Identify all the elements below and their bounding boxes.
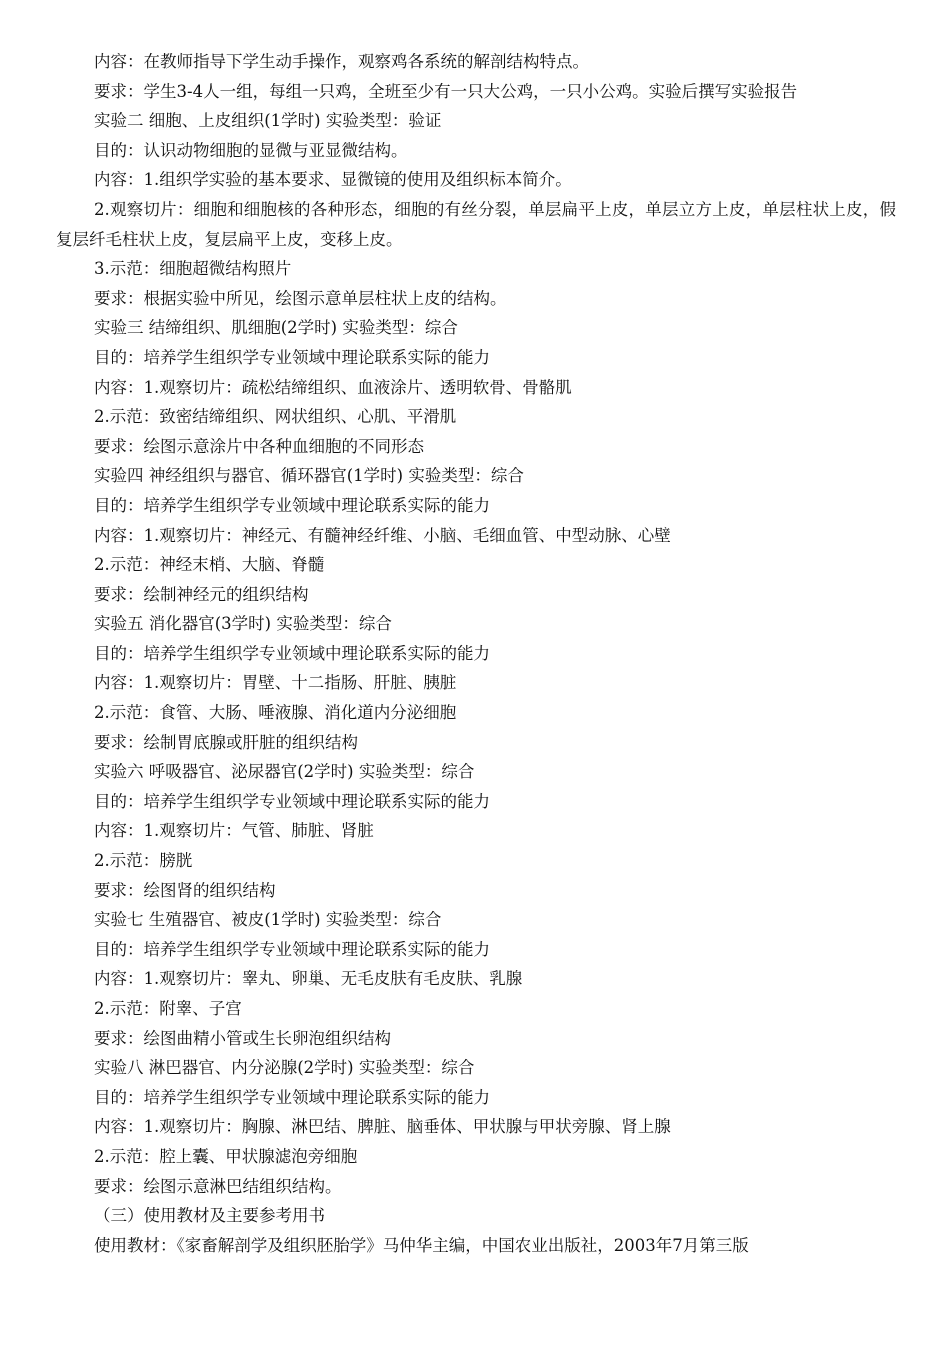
paragraph: 使用教材：《家畜解剖学及组织胚胎学》马仲华主编，中国农业出版社，2003年7月第三版 xyxy=(94,1235,749,1255)
paragraph: 要求：绘图示意淋巴结组织结构。 xyxy=(94,1176,342,1196)
paragraph: 目的：培养学生组织学专业领域中理论联系实际的能力 xyxy=(94,643,490,663)
paragraph: 要求：根据实验中所见，绘图示意单层柱状上皮的结构。 xyxy=(94,288,507,308)
paragraph: 要求：绘图示意涂片中各种血细胞的不同形态 xyxy=(94,436,424,456)
paragraph: 实验五 消化器官(3学时) 实验类型：综合 xyxy=(94,614,392,634)
paragraph: 2.示范：神经末梢、大脑、脊髓 xyxy=(94,555,325,575)
paragraph: 要求：绘制胃底腺或肝脏的组织结构 xyxy=(94,732,358,752)
paragraph: 内容：1.观察切片：胃壁、十二指肠、肝脏、胰脏 xyxy=(94,673,457,693)
paragraph: （三）使用教材及主要参考用书 xyxy=(94,1206,325,1226)
paragraph: 目的：培养学生组织学专业领域中理论联系实际的能力 xyxy=(94,347,490,367)
paragraph: 要求：绘图肾的组织结构 xyxy=(94,880,276,900)
paragraph: 要求：绘图曲精小管或生长卵泡组织结构 xyxy=(94,1028,391,1048)
paragraph: 内容：1.观察切片：胸腺、淋巴结、脾脏、脑垂体、甲状腺与甲状旁腺、肾上腺 xyxy=(94,1117,671,1137)
paragraph: 2.示范：致密结缔组织、网状组织、心肌、平滑肌 xyxy=(94,407,457,427)
paragraph: 实验六 呼吸器官、泌尿器官(2学时) 实验类型：综合 xyxy=(94,762,475,782)
paragraph: 实验二 细胞、上皮组织(1学时) 实验类型：验证 xyxy=(94,111,442,131)
paragraph: 3.示范：细胞超微结构照片 xyxy=(94,259,292,279)
paragraph: 内容：在教师指导下学生动手操作，观察鸡各系统的解剖结构特点。 xyxy=(94,52,589,71)
paragraph: 实验三 结缔组织、肌细胞(2学时) 实验类型：综合 xyxy=(94,318,458,338)
paragraph: 目的：培养学生组织学专业领域中理论联系实际的能力 xyxy=(94,939,490,959)
paragraph: 内容：1.观察切片：睾丸、卵巢、无毛皮肤有毛皮肤、乳腺 xyxy=(94,969,523,989)
paragraph: 2.示范：食管、大肠、唾液腺、消化道内分泌细胞 xyxy=(94,703,457,723)
paragraph: 实验七 生殖器官、被皮(1学时) 实验类型：综合 xyxy=(94,910,442,930)
paragraph: 要求：绘制神经元的组织结构 xyxy=(94,584,309,604)
paragraph: 内容：1.组织学实验的基本要求、显微镜的使用及组织标本简介。 xyxy=(94,170,572,190)
paragraph: 2.示范：腔上囊、甲状腺滤泡旁细胞 xyxy=(94,1146,358,1166)
paragraph: 2.示范：膀胱 xyxy=(94,851,193,871)
paragraph: 实验八 淋巴器官、内分泌腺(2学时) 实验类型：综合 xyxy=(94,1058,475,1078)
paragraph: 目的：培养学生组织学专业领域中理论联系实际的能力 xyxy=(94,791,490,811)
paragraph: 2.示范：附睾、子宫 xyxy=(94,999,242,1018)
paragraph: 要求：学生3-4人一组，每组一只鸡，全班至少有一只大公鸡，一只小公鸡。实验后撰写实验报告 xyxy=(94,81,798,101)
paragraph: 内容：1.观察切片：神经元、有髓神经纤维、小脑、毛细血管、中型动脉、心壁 xyxy=(94,525,671,545)
paragraph: 内容：1.观察切片：气管、肺脏、肾脏 xyxy=(94,821,374,841)
paragraph: 2.观察切片：细胞和细胞核的各种形态，细胞的有丝分裂，单层扁平上皮，单层立方上皮，单层柱状上皮，假复层纤毛柱状上皮，复层扁平上皮，变移上皮。 xyxy=(56,199,896,249)
paragraph: 实验四 神经组织与器官、循环器官(1学时) 实验类型：综合 xyxy=(94,466,524,486)
paragraph: 目的：培养学生组织学专业领域中理论联系实际的能力 xyxy=(94,1087,490,1107)
paragraph: 目的：培养学生组织学专业领域中理论联系实际的能力 xyxy=(94,495,490,515)
document-body xyxy=(56,47,896,1260)
paragraph: 目的：认识动物细胞的显微与亚显微结构。 xyxy=(94,140,408,160)
paragraph: 内容：1.观察切片：疏松结缔组织、血液涂片、透明软骨、骨骼肌 xyxy=(94,377,572,397)
